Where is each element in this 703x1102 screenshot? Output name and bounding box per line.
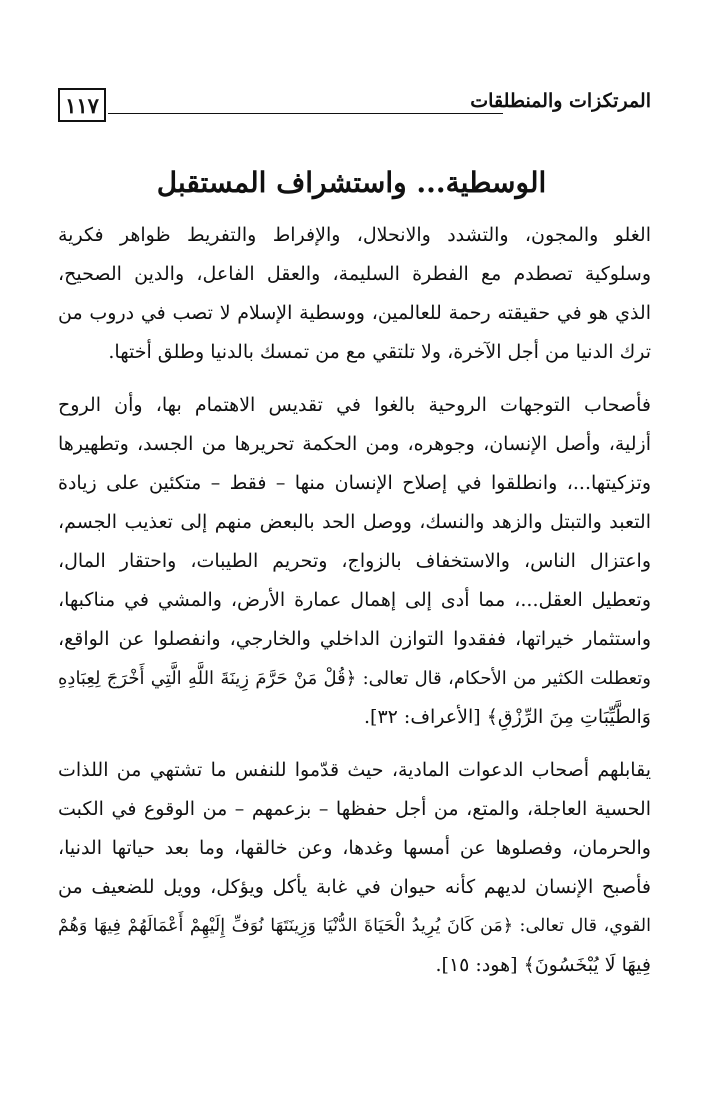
text-line: الذي هو في حقيقته رحمة للعالمين، ووسطية الإسلام لا تصب في دروب من bbox=[58, 302, 651, 324]
text-line: وتعطيل العقل...، مما أدى إلى إهمال عمارة الأرض، والمشي في مناكبها، bbox=[58, 589, 651, 611]
text-line: يقابلهم أصحاب الدعوات المادية، حيث قدّموا للنفس ما تشتهي من اللذات bbox=[58, 759, 651, 781]
text-line: الحسية العاجلة، والمتع، من أجل حفظها – بزعمهم – من الوقوع في الكبت bbox=[58, 798, 651, 820]
page-number: ١١٧ bbox=[58, 88, 106, 122]
header-rule bbox=[108, 113, 503, 114]
quran-verse-line: وتعطلت الكثير من الأحكام، قال تعالى: ﴿قُلْ مَنْ حَرَّمَ زِينَةَ اللَّهِ الَّتِي أَخْرَجَ لِعِبَادِهِ bbox=[58, 668, 651, 689]
paragraph bbox=[58, 216, 651, 372]
text-line: واعتزال الناس، والاستخفاف بالزواج، وتحريم الطيبات، واحتقار المال، bbox=[58, 550, 651, 572]
quran-verse-line: فِيهَا لَا يُبْخَسُونَ﴾ [هود: ١٥]. bbox=[435, 954, 651, 976]
text-line: والحرمان، وفصلوها عن أمسها وغدها، وعن خالقها، وما بعد حياتها الدنيا، bbox=[58, 837, 651, 859]
text-line: فأصبح الإنسان لديهم كأنه حيوان في غابة يأكل ويؤكل، وويل للضعيف من bbox=[58, 876, 651, 898]
paragraph-gap bbox=[58, 737, 651, 751]
text-line: ترك الدنيا من أجل الآخرة، ولا تلتقي مع من تمسك بالدنيا وطلق أختها. bbox=[108, 341, 651, 363]
text-line: التعبد والتبتل والزهد والنسك، ووصل الحد بالبعض منهم إلى تعذيب الجسم، bbox=[58, 511, 651, 533]
text-line: وتزكيتها...، وانطلقوا في إصلاح الإنسان منها – فقط – متكئين على زيادة bbox=[58, 472, 651, 494]
paragraph-gap bbox=[58, 372, 651, 386]
text-line: واستثمار خيراتها، ففقدوا التوازن الداخلي والخارجي، وانفصلوا عن الواقع، bbox=[58, 628, 651, 650]
text-line: وسلوكية تصطدم مع الفطرة السليمة، والعقل الفاعل، والدين الصحيح، bbox=[58, 263, 651, 285]
text-line: أزلية، وأصل الإنسان، وجوهره، ومن الحكمة تحريرها من الجسد، وتطهيرها bbox=[58, 433, 651, 455]
running-title: المرتكزات والمنطلقات bbox=[470, 90, 651, 112]
quran-verse-line: وَالطَّيِّبَاتِ مِنَ الرِّزْقِ﴾ [الأعراف: ٣٢]. bbox=[364, 706, 651, 728]
paragraph bbox=[58, 751, 651, 985]
paragraph bbox=[58, 386, 651, 737]
text-line: فأصحاب التوجهات الروحية بالغوا في تقديس الاهتمام بها، وأن الروح bbox=[58, 394, 651, 416]
running-header bbox=[58, 86, 651, 126]
section-title: الوسطية... واستشراف المستقبل bbox=[156, 166, 547, 199]
text-line: الغلو والمجون، والتشدد والانحلال، والإفراط والتفريط ظواهر فكرية bbox=[58, 224, 651, 246]
body-text bbox=[58, 216, 651, 985]
quran-verse-line: القوي، قال تعالى: ﴿مَن كَانَ يُرِيدُ الْحَيَاةَ الدُّنْيَا وَزِينَتَهَا نُوَفِّ إِلَيْهِمْ أَعْمَالَهُمْ فِيهَا وَهُمْ bbox=[58, 916, 651, 936]
